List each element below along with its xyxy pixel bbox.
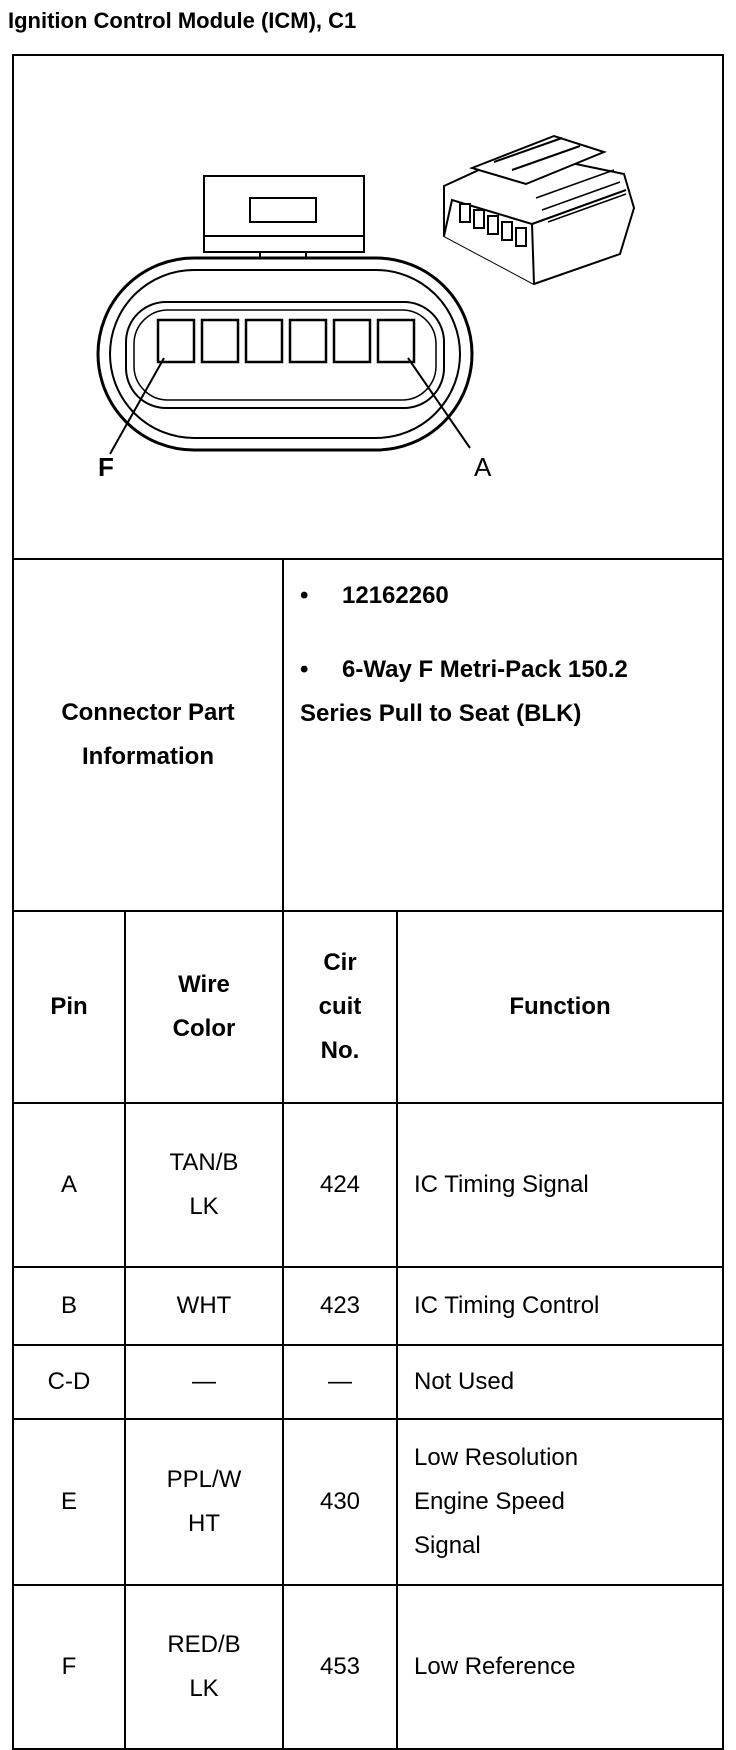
document-title: Ignition Control Module (ICM), C1 xyxy=(8,8,357,33)
cavity-e xyxy=(202,320,238,362)
circuit-cell: 430 xyxy=(283,1419,397,1585)
part-info-label-line2: Information xyxy=(82,743,214,770)
pin-cell: F xyxy=(13,1585,125,1749)
part-info-row xyxy=(13,559,723,911)
connector-diagram xyxy=(14,58,720,556)
function-cell: Low Resolution Engine Speed Signal xyxy=(397,1419,723,1585)
pin-table-header xyxy=(13,911,723,1103)
header-function: Function xyxy=(397,911,723,1103)
cavity-a xyxy=(378,320,414,362)
pin-cell: A xyxy=(13,1103,125,1267)
circuit-cell: 453 xyxy=(283,1585,397,1749)
wire-color-cell: RED/B LK xyxy=(125,1585,283,1749)
diagram-cell xyxy=(13,55,723,559)
cavity-d xyxy=(246,320,282,362)
pin-cell: E xyxy=(13,1419,125,1585)
cavity-c xyxy=(290,320,326,362)
header-pin: Pin xyxy=(13,911,125,1103)
part-number: 12162260 xyxy=(342,582,449,609)
connector-isometric-illustration xyxy=(444,136,634,284)
function-cell: IC Timing Signal xyxy=(397,1103,723,1267)
bullet-glyph: • xyxy=(300,656,309,683)
part-info-label xyxy=(13,559,283,911)
wire-color-cell: PPL/W HT xyxy=(125,1419,283,1585)
part-description: 6-Way F Metri-Pack 150.2 Series Pull to Seat (BLK) xyxy=(300,656,628,727)
table-row xyxy=(13,1103,723,1267)
pin-a-label: A xyxy=(474,452,492,482)
part-info-label-line1: Connector Part xyxy=(61,699,235,726)
part-info-values xyxy=(283,559,723,911)
connector-body xyxy=(98,258,472,450)
part-number-item xyxy=(300,574,710,618)
table-row xyxy=(13,1419,723,1585)
table-row xyxy=(13,1345,723,1419)
wire-color-cell: — xyxy=(125,1345,283,1419)
header-wire-color: Wire Color xyxy=(125,911,283,1103)
pin-f-label: F xyxy=(98,452,114,482)
wire-color-cell: TAN/B LK xyxy=(125,1103,283,1267)
function-cell: Not Used xyxy=(397,1345,723,1419)
header-circuit-no: Cir cuit No. xyxy=(283,911,397,1103)
diagram-row xyxy=(13,55,723,559)
table-row xyxy=(13,1585,723,1749)
table-row xyxy=(13,1267,723,1345)
circuit-cell: 423 xyxy=(283,1267,397,1345)
circuit-cell: — xyxy=(283,1345,397,1419)
pin-cell: C-D xyxy=(13,1345,125,1419)
function-cell: IC Timing Control xyxy=(397,1267,723,1345)
part-description-item xyxy=(300,648,710,736)
pin-cell: B xyxy=(13,1267,125,1345)
bullet-glyph: • xyxy=(300,582,309,609)
connector-latch xyxy=(204,176,364,262)
connector-table xyxy=(12,54,724,1750)
cavity-b xyxy=(334,320,370,362)
circuit-cell: 424 xyxy=(283,1103,397,1267)
cavity-f xyxy=(158,320,194,362)
function-cell: Low Reference xyxy=(397,1585,723,1749)
wire-color-cell: WHT xyxy=(125,1267,283,1345)
